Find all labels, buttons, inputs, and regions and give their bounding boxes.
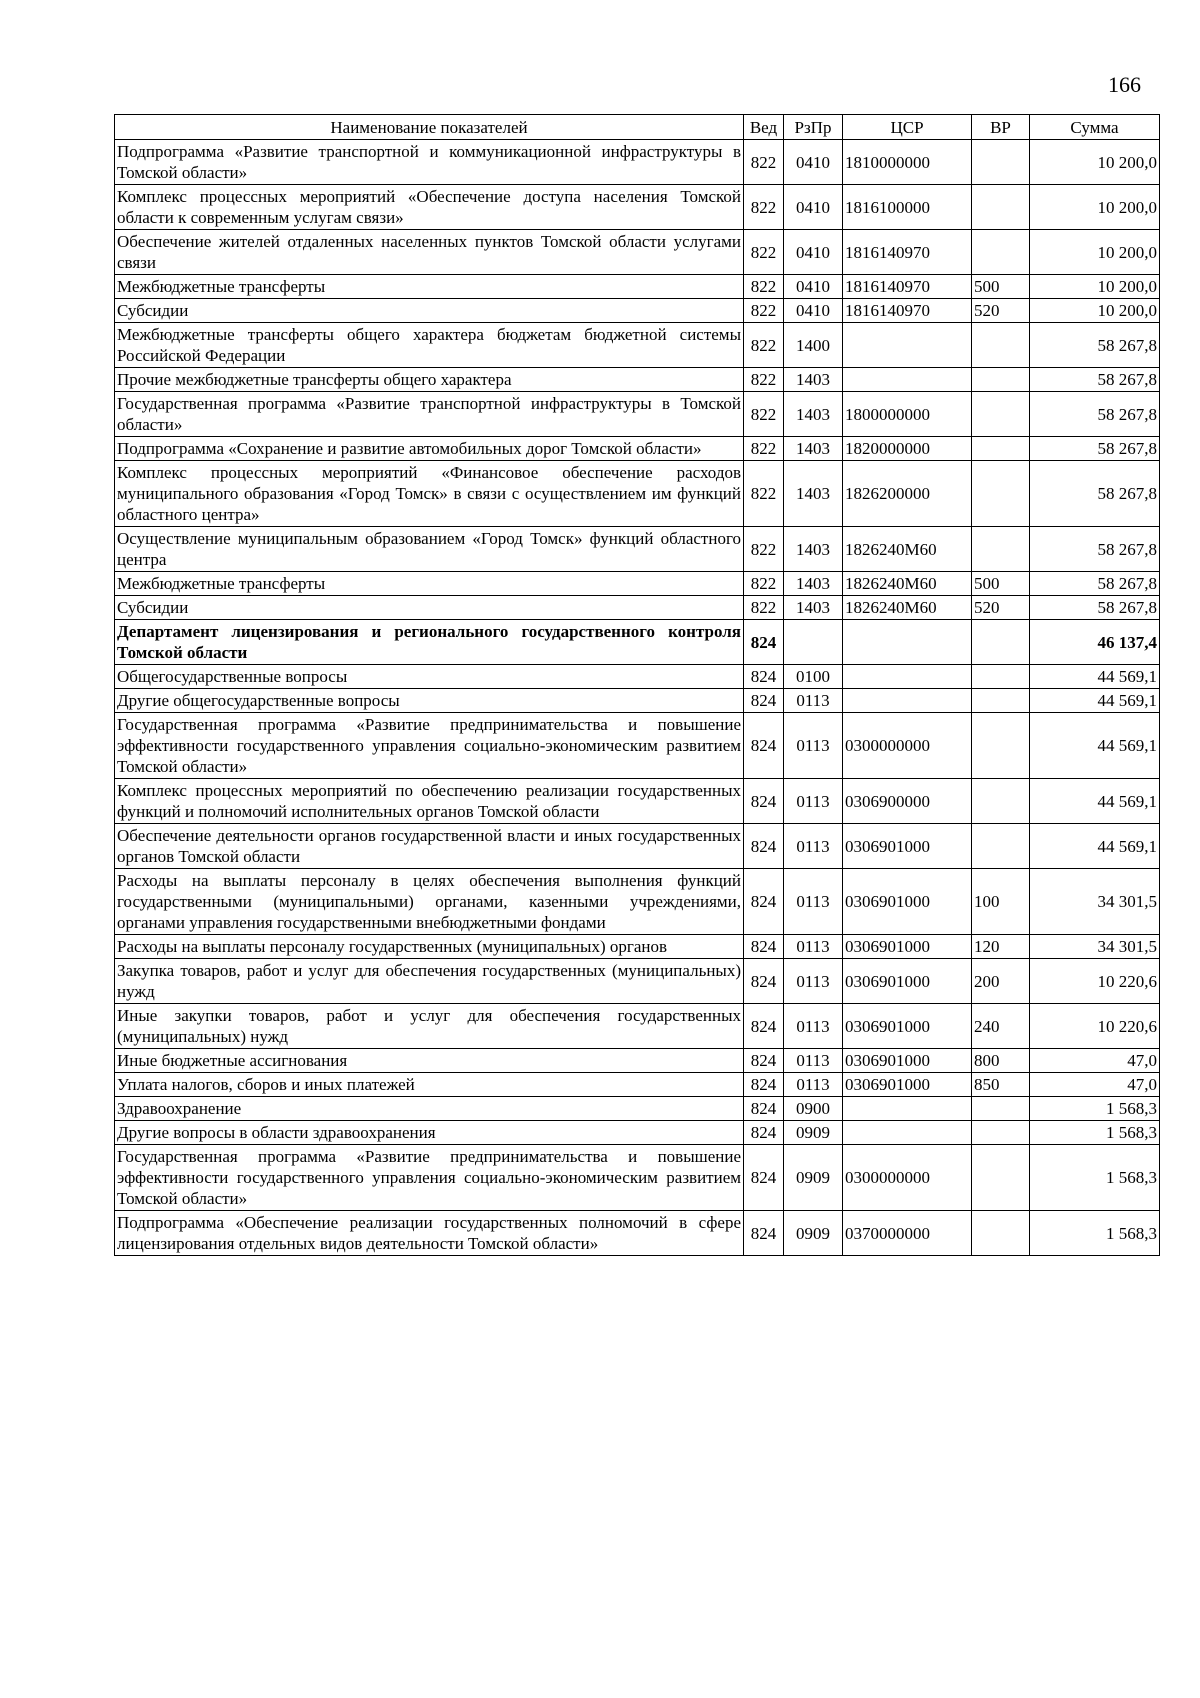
cell-rzpr: 0113 <box>784 959 843 1004</box>
cell-vr: 240 <box>972 1004 1030 1049</box>
cell-name: Комплекс процессных мероприятий «Финансовое обеспечение расходов муниципального образования «Город Томск» в связи с осуществлением им функций областного центра» <box>115 461 744 527</box>
cell-vr <box>972 689 1030 713</box>
cell-ved: 822 <box>744 275 784 299</box>
cell-vr <box>972 527 1030 572</box>
cell-rzpr: 1403 <box>784 527 843 572</box>
cell-csr: 0306900000 <box>843 779 972 824</box>
cell-ved: 824 <box>744 1049 784 1073</box>
cell-ved: 822 <box>744 185 784 230</box>
cell-vr <box>972 461 1030 527</box>
cell-sum: 58 267,8 <box>1030 527 1160 572</box>
cell-rzpr: 0909 <box>784 1145 843 1211</box>
cell-sum: 1 568,3 <box>1030 1097 1160 1121</box>
cell-rzpr: 0113 <box>784 935 843 959</box>
cell-csr: 1826240М60 <box>843 596 972 620</box>
cell-vr: 520 <box>972 596 1030 620</box>
cell-ved: 822 <box>744 572 784 596</box>
cell-name: Государственная программа «Развитие транспортной инфраструктуры в Томской области» <box>115 392 744 437</box>
cell-name: Иные бюджетные ассигнования <box>115 1049 744 1073</box>
cell-rzpr: 0909 <box>784 1121 843 1145</box>
cell-vr: 120 <box>972 935 1030 959</box>
cell-vr <box>972 620 1030 665</box>
cell-sum: 10 200,0 <box>1030 299 1160 323</box>
cell-ved: 824 <box>744 1097 784 1121</box>
cell-ved: 824 <box>744 959 784 1004</box>
cell-ved: 824 <box>744 713 784 779</box>
cell-rzpr: 1403 <box>784 596 843 620</box>
cell-vr <box>972 185 1030 230</box>
cell-ved: 822 <box>744 596 784 620</box>
cell-rzpr: 0410 <box>784 140 843 185</box>
table-row <box>115 461 1160 527</box>
cell-name: Осуществление муниципальным образованием «Город Томск» функций областного центра <box>115 527 744 572</box>
cell-ved: 824 <box>744 689 784 713</box>
header-rzpr: РзПр <box>784 115 843 140</box>
cell-csr: 1826240М60 <box>843 527 972 572</box>
cell-sum: 10 200,0 <box>1030 140 1160 185</box>
cell-vr: 800 <box>972 1049 1030 1073</box>
table-row <box>115 368 1160 392</box>
table-row <box>115 230 1160 275</box>
cell-ved: 822 <box>744 299 784 323</box>
cell-rzpr: 0900 <box>784 1097 843 1121</box>
cell-name: Общегосударственные вопросы <box>115 665 744 689</box>
cell-sum: 44 569,1 <box>1030 824 1160 869</box>
cell-csr: 1826200000 <box>843 461 972 527</box>
cell-rzpr: 0410 <box>784 299 843 323</box>
cell-rzpr: 0113 <box>784 779 843 824</box>
cell-rzpr: 0113 <box>784 1073 843 1097</box>
cell-name: Субсидии <box>115 299 744 323</box>
cell-rzpr <box>784 620 843 665</box>
cell-rzpr: 1403 <box>784 572 843 596</box>
cell-name: Комплекс процессных мероприятий «Обеспечение доступа населения Томской области к современным услугам связи» <box>115 185 744 230</box>
page-number: 166 <box>1108 72 1141 97</box>
cell-csr: 1820000000 <box>843 437 972 461</box>
table-row <box>115 779 1160 824</box>
cell-name: Здравоохранение <box>115 1097 744 1121</box>
cell-csr: 0306901000 <box>843 1049 972 1073</box>
cell-csr <box>843 665 972 689</box>
cell-vr <box>972 1121 1030 1145</box>
cell-sum: 10 220,6 <box>1030 1004 1160 1049</box>
cell-sum: 58 267,8 <box>1030 572 1160 596</box>
cell-name: Комплекс процессных мероприятий по обеспечению реализации государственных функций и полномочий исполнительных органов Томской области <box>115 779 744 824</box>
header-name: Наименование показателей <box>115 115 744 140</box>
cell-name: Обеспечение жителей отдаленных населенных пунктов Томской области услугами связи <box>115 230 744 275</box>
table-row <box>115 1049 1160 1073</box>
cell-csr <box>843 368 972 392</box>
cell-rzpr: 0113 <box>784 689 843 713</box>
table-row <box>115 1211 1160 1256</box>
cell-rzpr: 1403 <box>784 437 843 461</box>
cell-rzpr: 0410 <box>784 230 843 275</box>
cell-sum: 58 267,8 <box>1030 392 1160 437</box>
cell-name: Другие общегосударственные вопросы <box>115 689 744 713</box>
cell-vr: 500 <box>972 275 1030 299</box>
cell-sum: 1 568,3 <box>1030 1121 1160 1145</box>
cell-sum: 34 301,5 <box>1030 935 1160 959</box>
cell-name: Расходы на выплаты персоналу в целях обеспечения выполнения функций государственными (муниципальными) органами, казенными учреждениями, органами управления государственными внебюджетными фондами <box>115 869 744 935</box>
table-row <box>115 1004 1160 1049</box>
cell-vr <box>972 323 1030 368</box>
cell-sum: 58 267,8 <box>1030 368 1160 392</box>
table-row <box>115 713 1160 779</box>
cell-sum: 46 137,4 <box>1030 620 1160 665</box>
table-row <box>115 824 1160 869</box>
cell-vr: 850 <box>972 1073 1030 1097</box>
cell-vr <box>972 1145 1030 1211</box>
cell-rzpr: 0113 <box>784 869 843 935</box>
cell-vr <box>972 665 1030 689</box>
cell-rzpr: 1403 <box>784 368 843 392</box>
cell-rzpr: 1403 <box>784 392 843 437</box>
cell-csr: 0306901000 <box>843 959 972 1004</box>
cell-name: Подпрограмма «Сохранение и развитие автомобильных дорог Томской области» <box>115 437 744 461</box>
header-sum: Сумма <box>1030 115 1160 140</box>
cell-rzpr: 0113 <box>784 824 843 869</box>
budget-table <box>114 114 1160 1256</box>
table-row <box>115 596 1160 620</box>
cell-name: Уплата налогов, сборов и иных платежей <box>115 1073 744 1097</box>
cell-csr: 0306901000 <box>843 1073 972 1097</box>
cell-sum: 10 200,0 <box>1030 275 1160 299</box>
cell-sum: 58 267,8 <box>1030 323 1160 368</box>
cell-name: Закупка товаров, работ и услуг для обеспечения государственных (муниципальных) нужд <box>115 959 744 1004</box>
cell-sum: 1 568,3 <box>1030 1145 1160 1211</box>
cell-ved: 824 <box>744 935 784 959</box>
cell-sum: 10 220,6 <box>1030 959 1160 1004</box>
cell-csr <box>843 323 972 368</box>
table-header-row <box>115 115 1160 140</box>
cell-sum: 10 200,0 <box>1030 185 1160 230</box>
table-row <box>115 275 1160 299</box>
cell-name: Другие вопросы в области здравоохранения <box>115 1121 744 1145</box>
cell-csr: 1816140970 <box>843 230 972 275</box>
cell-ved: 824 <box>744 620 784 665</box>
table-row <box>115 959 1160 1004</box>
cell-ved: 824 <box>744 1121 784 1145</box>
table-row <box>115 1073 1160 1097</box>
cell-name: Прочие межбюджетные трансферты общего характера <box>115 368 744 392</box>
table-row <box>115 1097 1160 1121</box>
cell-vr: 100 <box>972 869 1030 935</box>
table-row <box>115 437 1160 461</box>
cell-sum: 58 267,8 <box>1030 461 1160 527</box>
cell-rzpr: 0113 <box>784 1049 843 1073</box>
cell-ved: 822 <box>744 140 784 185</box>
cell-sum: 47,0 <box>1030 1049 1160 1073</box>
cell-sum: 58 267,8 <box>1030 437 1160 461</box>
cell-ved: 822 <box>744 461 784 527</box>
cell-ved: 824 <box>744 1145 784 1211</box>
cell-csr: 0306901000 <box>843 869 972 935</box>
cell-rzpr: 0410 <box>784 275 843 299</box>
cell-name: Межбюджетные трансферты <box>115 275 744 299</box>
cell-vr <box>972 713 1030 779</box>
table-row <box>115 665 1160 689</box>
cell-sum: 1 568,3 <box>1030 1211 1160 1256</box>
cell-csr: 0300000000 <box>843 713 972 779</box>
cell-ved: 822 <box>744 392 784 437</box>
cell-rzpr: 0410 <box>784 185 843 230</box>
table-row <box>115 185 1160 230</box>
cell-ved: 822 <box>744 230 784 275</box>
cell-csr: 0306901000 <box>843 935 972 959</box>
cell-name: Государственная программа «Развитие предпринимательства и повышение эффективности государственного управления социально-экономическим развитием Томской области» <box>115 1145 744 1211</box>
cell-vr <box>972 1211 1030 1256</box>
cell-rzpr: 1403 <box>784 461 843 527</box>
cell-sum: 44 569,1 <box>1030 713 1160 779</box>
table-row <box>115 620 1160 665</box>
cell-ved: 824 <box>744 869 784 935</box>
table-row <box>115 527 1160 572</box>
table-row <box>115 572 1160 596</box>
cell-name: Государственная программа «Развитие предпринимательства и повышение эффективности государственного управления социально-экономическим развитием Томской области» <box>115 713 744 779</box>
cell-csr: 0306901000 <box>843 824 972 869</box>
cell-vr <box>972 230 1030 275</box>
cell-csr: 1810000000 <box>843 140 972 185</box>
cell-rzpr: 1400 <box>784 323 843 368</box>
cell-sum: 58 267,8 <box>1030 596 1160 620</box>
cell-csr: 0300000000 <box>843 1145 972 1211</box>
cell-sum: 44 569,1 <box>1030 665 1160 689</box>
cell-vr <box>972 368 1030 392</box>
cell-csr: 1800000000 <box>843 392 972 437</box>
cell-vr: 520 <box>972 299 1030 323</box>
cell-name: Субсидии <box>115 596 744 620</box>
cell-vr: 200 <box>972 959 1030 1004</box>
cell-rzpr: 0100 <box>784 665 843 689</box>
cell-name: Иные закупки товаров, работ и услуг для обеспечения государственных (муниципальных) нужд <box>115 1004 744 1049</box>
table-row <box>115 689 1160 713</box>
cell-rzpr: 0113 <box>784 713 843 779</box>
cell-csr: 1816140970 <box>843 299 972 323</box>
cell-sum: 34 301,5 <box>1030 869 1160 935</box>
cell-csr <box>843 689 972 713</box>
cell-ved: 824 <box>744 665 784 689</box>
table-row <box>115 299 1160 323</box>
cell-ved: 824 <box>744 779 784 824</box>
cell-name: Межбюджетные трансферты общего характера бюджетам бюджетной системы Российской Федерации <box>115 323 744 368</box>
cell-ved: 824 <box>744 1073 784 1097</box>
cell-ved: 824 <box>744 1004 784 1049</box>
cell-ved: 822 <box>744 368 784 392</box>
cell-sum: 10 200,0 <box>1030 230 1160 275</box>
cell-vr <box>972 824 1030 869</box>
table-row <box>115 1121 1160 1145</box>
header-ved: Вед <box>744 115 784 140</box>
cell-rzpr: 0909 <box>784 1211 843 1256</box>
cell-csr: 1826240М60 <box>843 572 972 596</box>
cell-csr <box>843 620 972 665</box>
cell-ved: 824 <box>744 824 784 869</box>
cell-vr <box>972 392 1030 437</box>
cell-sum: 44 569,1 <box>1030 779 1160 824</box>
cell-ved: 822 <box>744 323 784 368</box>
cell-vr <box>972 437 1030 461</box>
table-body <box>115 140 1160 1256</box>
table-row <box>115 1145 1160 1211</box>
table-row <box>115 140 1160 185</box>
cell-vr <box>972 1097 1030 1121</box>
cell-csr: 1816140970 <box>843 275 972 299</box>
cell-ved: 824 <box>744 1211 784 1256</box>
cell-csr <box>843 1097 972 1121</box>
cell-vr <box>972 140 1030 185</box>
cell-vr: 500 <box>972 572 1030 596</box>
cell-name: Обеспечение деятельности органов государственной власти и иных государственных органов Томской области <box>115 824 744 869</box>
cell-csr: 0370000000 <box>843 1211 972 1256</box>
cell-ved: 822 <box>744 527 784 572</box>
cell-name: Расходы на выплаты персоналу государственных (муниципальных) органов <box>115 935 744 959</box>
cell-sum: 47,0 <box>1030 1073 1160 1097</box>
header-csr: ЦСР <box>843 115 972 140</box>
table-row <box>115 323 1160 368</box>
cell-vr <box>972 779 1030 824</box>
cell-csr: 0306901000 <box>843 1004 972 1049</box>
cell-name: Департамент лицензирования и регионального государственного контроля Томской области <box>115 620 744 665</box>
cell-csr <box>843 1121 972 1145</box>
header-vr: ВР <box>972 115 1030 140</box>
cell-sum: 44 569,1 <box>1030 689 1160 713</box>
cell-rzpr: 0113 <box>784 1004 843 1049</box>
cell-csr: 1816100000 <box>843 185 972 230</box>
table-row <box>115 392 1160 437</box>
cell-name: Подпрограмма «Обеспечение реализации государственных полномочий в сфере лицензирования отдельных видов деятельности Томской области» <box>115 1211 744 1256</box>
cell-name: Подпрограмма «Развитие транспортной и коммуникационной инфраструктуры в Томской области» <box>115 140 744 185</box>
cell-name: Межбюджетные трансферты <box>115 572 744 596</box>
cell-ved: 822 <box>744 437 784 461</box>
table-row <box>115 869 1160 935</box>
table-row <box>115 935 1160 959</box>
